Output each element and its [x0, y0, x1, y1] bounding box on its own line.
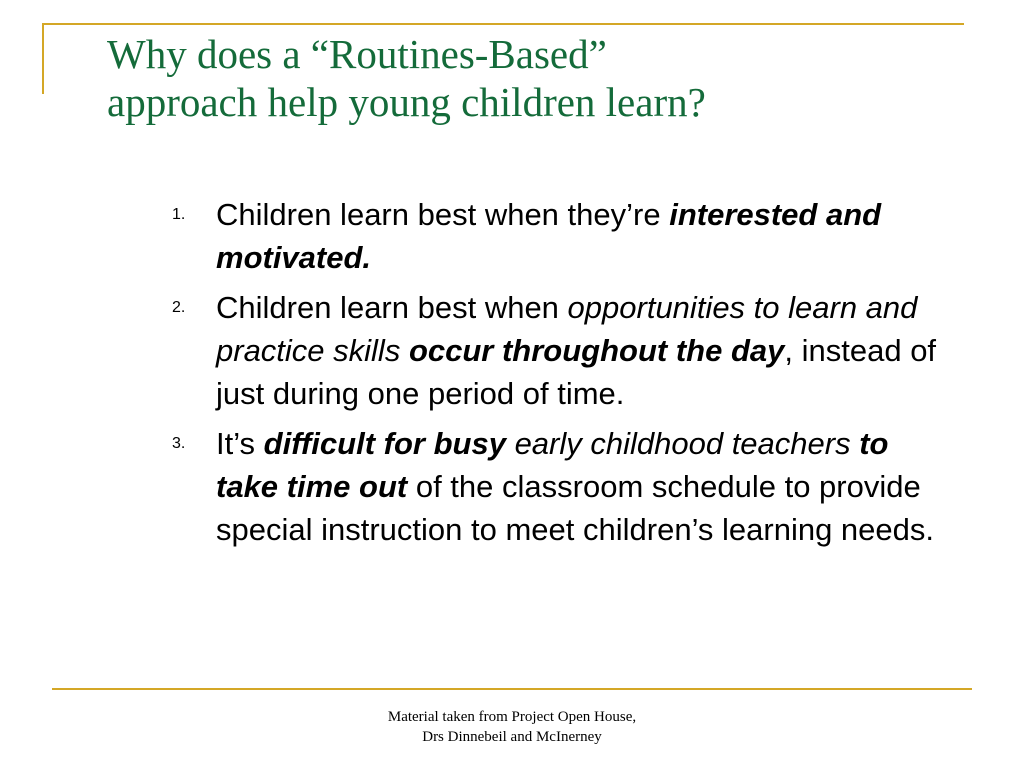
- emphasis-bold-italic: occur throughout the day: [408, 333, 785, 368]
- item-text: [851, 426, 860, 461]
- slide-footer: [312, 707, 712, 747]
- item-text: Children learn best when: [216, 290, 568, 325]
- slide-title: [107, 30, 967, 126]
- left-rule: [42, 23, 44, 94]
- item-text: [400, 333, 409, 368]
- title-line-2: approach help young children learn?: [107, 79, 706, 125]
- item-text: of the classroom schedule to provide special instruction to meet children’s learning needs.: [216, 469, 934, 547]
- reasons-list: [166, 193, 956, 558]
- footer-line-2: Drs Dinnebeil and McInerney: [422, 729, 602, 745]
- emphasis-bold-italic: to take time out: [216, 426, 889, 504]
- item-text: .: [362, 240, 372, 275]
- item-text: [506, 426, 515, 461]
- emphasis-bold-italic: interested and motivated: [216, 197, 882, 275]
- footer-line-1: Material taken from Project Open House,: [387, 709, 637, 725]
- item-text: It’s: [216, 426, 264, 461]
- list-number: 3.: [172, 435, 186, 452]
- top-rule: [42, 23, 964, 25]
- item-text: , instead of just during one period of time.: [216, 333, 937, 411]
- item-text: Children learn best when they’re: [216, 197, 670, 232]
- list-item-3: [166, 422, 956, 551]
- list-number: 1.: [172, 206, 186, 223]
- emphasis-italic: opportunities to learn and practice skills: [216, 290, 918, 368]
- emphasis-bold-italic: difficult for busy: [263, 426, 506, 461]
- list-item-1: [166, 193, 956, 279]
- bottom-rule: [52, 688, 972, 690]
- list-item-2: [166, 286, 956, 415]
- list-number: 2.: [172, 299, 186, 316]
- title-line-1: Why does a “Routines-Based”: [107, 31, 607, 77]
- emphasis-italic: early childhood teachers: [514, 426, 851, 461]
